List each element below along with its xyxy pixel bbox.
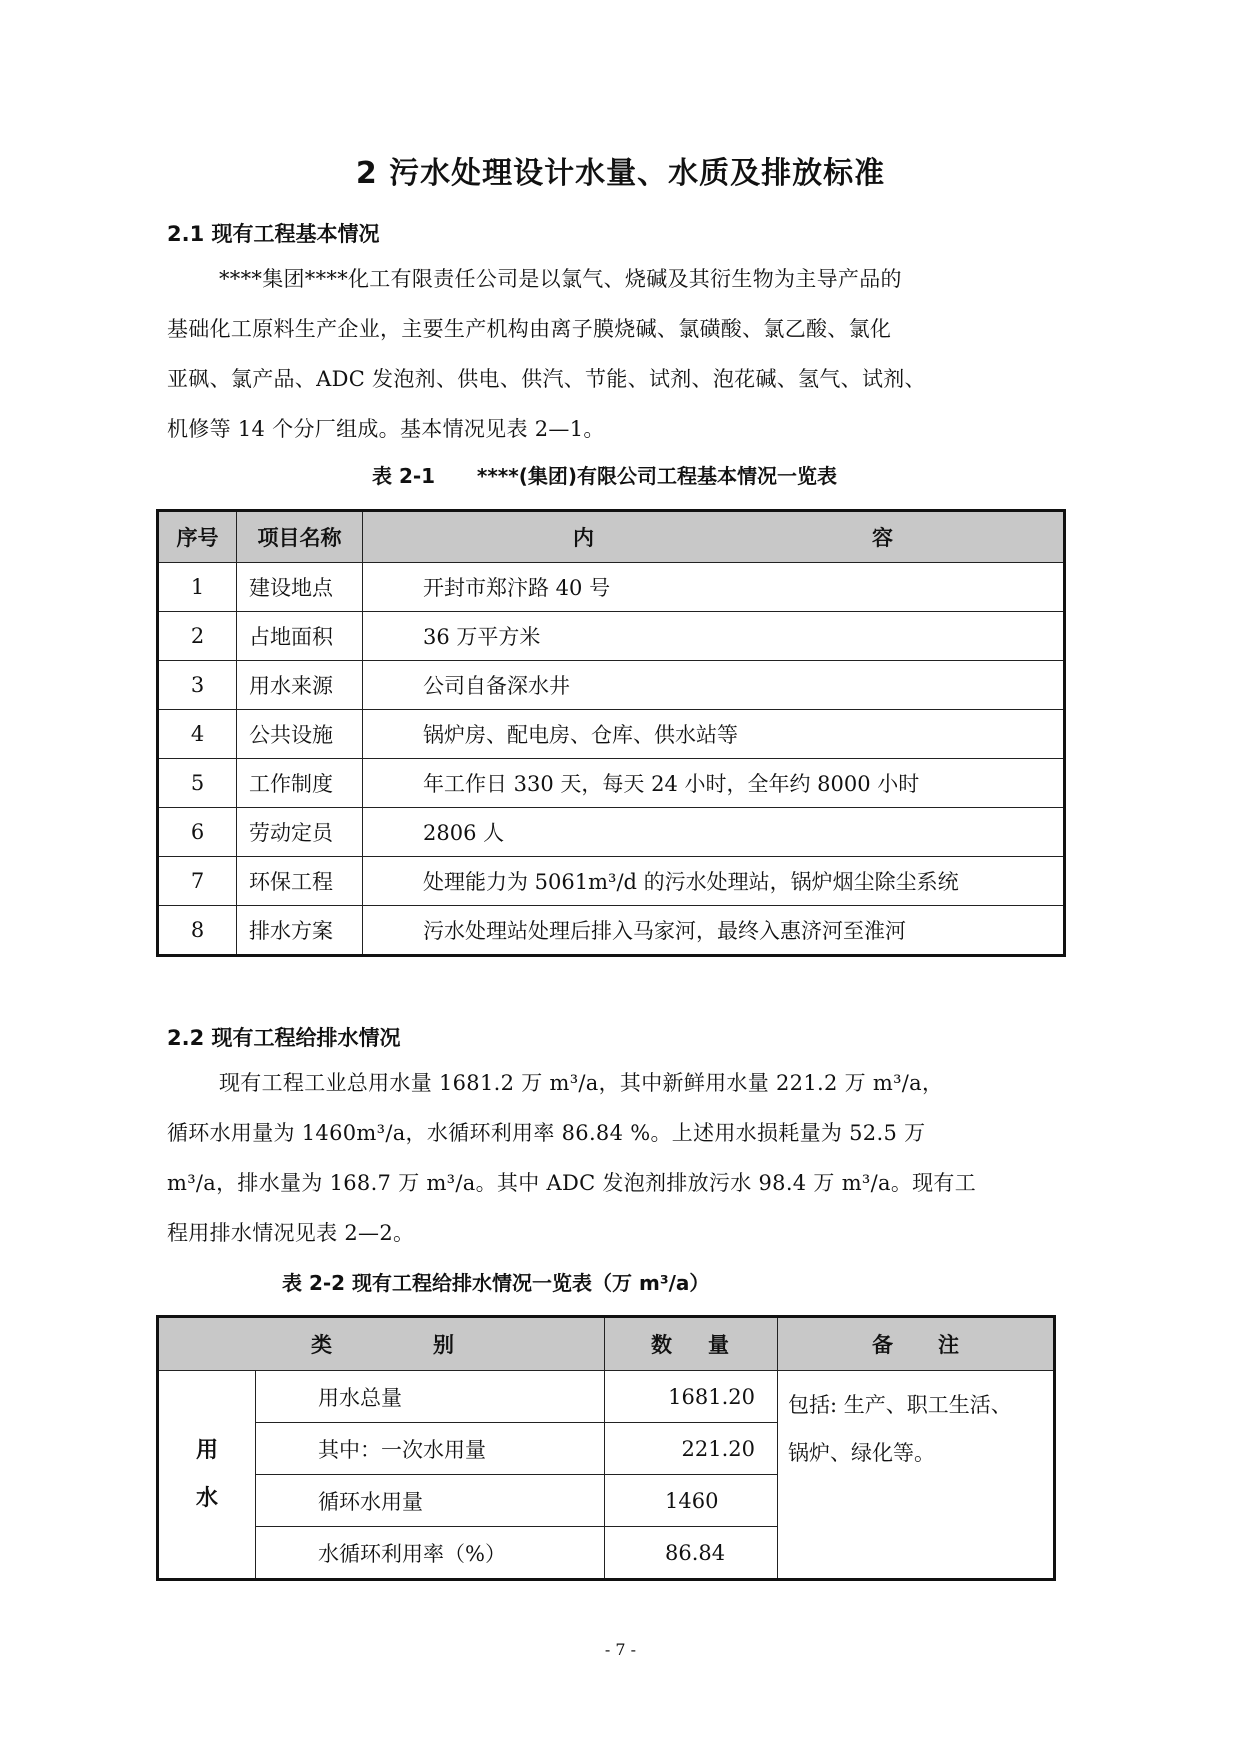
row-no: 4 — [158, 710, 237, 759]
remark-line: 包括: 生产、职工生活、 — [788, 1393, 1012, 1417]
header-remark-part: 备 — [872, 1333, 893, 1357]
page-number: - 7 - — [604, 1640, 637, 1659]
remark-cell — [778, 1371, 1055, 1580]
row-content: 2806 人 — [363, 808, 1065, 857]
header-category-part: 类 — [311, 1333, 332, 1357]
row-content: 污水处理站处理后排入马家河，最终入惠济河至淮河 — [363, 906, 1065, 956]
table-2-1-caption: 表 2-1 ****(集团)有限公司工程基本情况一览表 — [372, 464, 837, 488]
remark-line: 锅炉、绿化等。 — [788, 1441, 935, 1465]
row-name: 工作制度 — [237, 759, 363, 808]
table-row — [158, 906, 1065, 956]
row-name: 用水来源 — [237, 661, 363, 710]
category-cell — [158, 1371, 256, 1580]
row-value: 1460 — [605, 1475, 778, 1527]
table-row — [158, 857, 1065, 906]
row-content: 锅炉房、配电房、仓库、供水站等 — [363, 710, 1065, 759]
row-no: 2 — [158, 612, 237, 661]
header-content-part: 内 — [573, 526, 594, 550]
row-name: 环保工程 — [237, 857, 363, 906]
row-content: 年工作日 330 天，每天 24 小时，全年约 8000 小时 — [363, 759, 1065, 808]
header-remark-part: 注 — [938, 1333, 959, 1357]
page-title: 2 污水处理设计水量、水质及排放标准 — [355, 156, 886, 191]
header-category — [158, 1317, 605, 1371]
table-2-1 — [156, 509, 1066, 957]
row-content: 开封市郑汴路 40 号 — [363, 563, 1065, 612]
row-content: 处理能力为 5061m³/d 的污水处理站，锅炉烟尘除尘系统 — [363, 857, 1065, 906]
header-content — [363, 511, 1065, 563]
row-item: 用水总量 — [256, 1371, 605, 1423]
paragraph-line: ****集团****化工有限责任公司是以氯气、烧碱及其衍生物为主导产品的 — [219, 267, 902, 291]
category-char: 用 — [195, 1437, 218, 1463]
section-heading-2-1: 2.1 现有工程基本情况 — [167, 222, 380, 246]
paragraph-line: 亚砜、氯产品、ADC 发泡剂、供电、供汽、节能、试剂、泡花碱、氢气、试剂、 — [167, 367, 926, 391]
table-row — [158, 563, 1065, 612]
table-header-row — [158, 1317, 1055, 1371]
table-row — [158, 808, 1065, 857]
table-row — [158, 661, 1065, 710]
paragraph-line: 现有工程工业总用水量 1681.2 万 m³/a，其中新鲜用水量 221.2 万 m³/a， — [219, 1071, 944, 1095]
header-content-part: 容 — [872, 526, 893, 550]
table-row — [158, 759, 1065, 808]
row-item: 水循环利用率（%） — [256, 1527, 605, 1580]
table-row — [158, 612, 1065, 661]
header-category-part: 别 — [433, 1333, 454, 1357]
section-2-2-paragraph — [167, 1058, 1097, 1258]
row-value: 1681.20 — [605, 1371, 778, 1423]
category-char: 水 — [195, 1485, 218, 1511]
row-name: 公共设施 — [237, 710, 363, 759]
row-value: 86.84 — [605, 1527, 778, 1580]
section-heading-2-2: 2.2 现有工程给排水情况 — [167, 1026, 401, 1050]
header-quantity-part: 量 — [708, 1333, 729, 1357]
row-no: 1 — [158, 563, 237, 612]
row-no: 3 — [158, 661, 237, 710]
header-quantity — [605, 1317, 778, 1371]
paragraph-line: m³/a，排水量为 168.7 万 m³/a。其中 ADC 发泡剂排放污水 98.4 万 m³/a。现有工 — [167, 1171, 977, 1195]
table-2-2-caption: 表 2-2 现有工程给排水情况一览表（万 m³/a） — [282, 1271, 710, 1295]
row-content: 公司自备深水井 — [363, 661, 1065, 710]
table-header-row — [158, 511, 1065, 563]
header-name: 项目名称 — [237, 511, 363, 563]
row-no: 5 — [158, 759, 237, 808]
row-item: 其中：一次水用量 — [256, 1423, 605, 1475]
paragraph-line: 循环水用量为 1460m³/a，水循环利用率 86.84 %。上述用水损耗量为 52.5 万 — [167, 1121, 926, 1145]
row-no: 6 — [158, 808, 237, 857]
row-content: 36 万平方米 — [363, 612, 1065, 661]
row-name: 劳动定员 — [237, 808, 363, 857]
row-name: 建设地点 — [237, 563, 363, 612]
row-no: 7 — [158, 857, 237, 906]
row-no: 8 — [158, 906, 237, 956]
row-item: 循环水用量 — [256, 1475, 605, 1527]
header-no: 序号 — [158, 511, 237, 563]
header-quantity-part: 数 — [651, 1333, 672, 1357]
row-value: 221.20 — [605, 1423, 778, 1475]
paragraph-line: 程用排水情况见表 2—2。 — [167, 1221, 415, 1245]
section-2-1-paragraph — [167, 254, 1097, 454]
row-name: 占地面积 — [237, 612, 363, 661]
table-2-2 — [156, 1315, 1056, 1581]
paragraph-line: 基础化工原料生产企业，主要生产机构由离子膜烧碱、氯磺酸、氯乙酸、氯化 — [167, 317, 892, 341]
table-row — [158, 710, 1065, 759]
row-name: 排水方案 — [237, 906, 363, 956]
paragraph-line: 机修等 14 个分厂组成。基本情况见表 2—1。 — [167, 417, 605, 441]
table-row — [158, 1371, 1055, 1423]
header-remark — [778, 1317, 1055, 1371]
